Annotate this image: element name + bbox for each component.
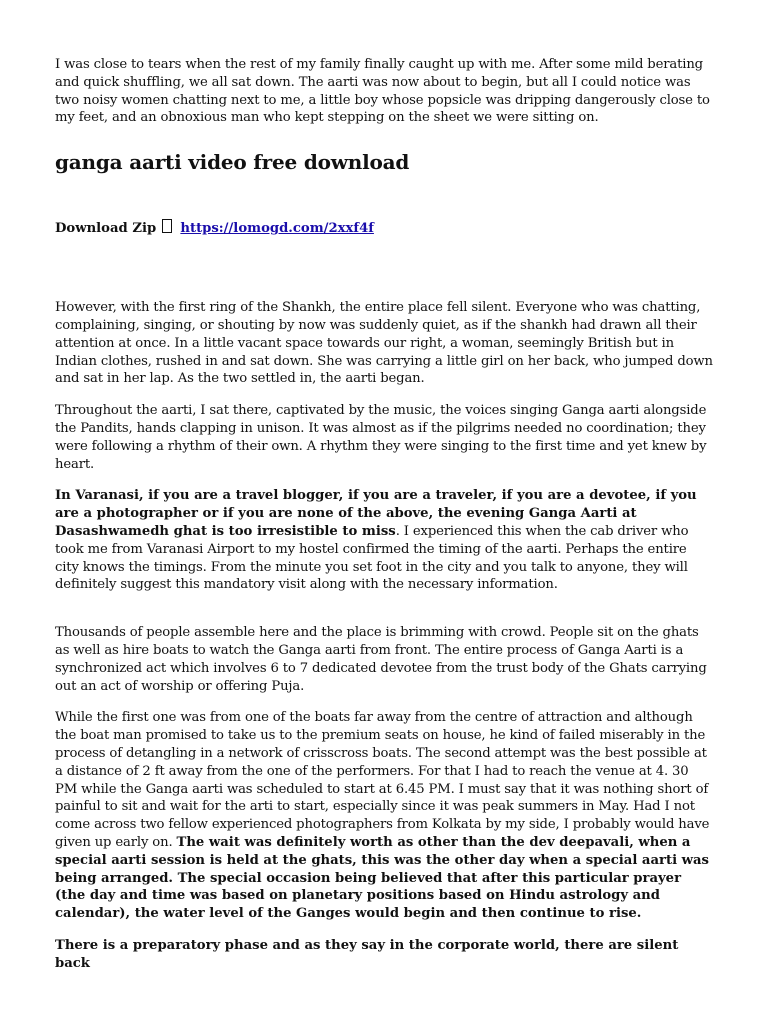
paragraph-varanasi-rest: . I experienced this when the cab driver who took me from Varanasi Airport to my hostel confirmed the timing of the aarti. Perhaps the entire city knows the timings. From the minute you set foot in the city and you talk to anyone, they will definitely suggest this mandatory visit along with the necessary information. bbox=[55, 523, 689, 593]
paragraph-shankh: However, with the first ring of the Shankh, the entire place fell silent. Everyone who was chatting, complaining, singing, or shouting by now was suddenly quiet, as if the shankh had drawn all their attention at once. In a little vacant space towards our right, a woman, seemingly British but in Indian clothes, rushed in and sat down. She was carrying a little girl on her back, who jumped down and sat in her lap. As the two settled in, the aarti began. bbox=[55, 300, 713, 387]
paragraph-varanasi-bold: In Varanasi, if you are a travel blogger, if you are a traveler, if you are a devotee, if you are a photographer or if you are none of the above, the evening Ganga Aarti at Dasashwamedh ghat is too irresistible to miss bbox=[55, 488, 697, 539]
paragraph-boats-bold: The wait was definitely worth as other than the dev deepavali, when a special aarti session is held at the ghats, this was the other day when a special aarti was being arranged. The special occasion being believed that after this particular prayer (the day and time was based on planetary positions based on Hindu astrology and calendar), the water level of the Ganges would begin and then continue to rise. bbox=[55, 834, 709, 922]
download-link[interactable]: https://lomogd.com/2xxf4f bbox=[180, 221, 374, 237]
missing-glyph-icon bbox=[162, 219, 172, 233]
paragraph-intro: I was close to tears when the rest of my family finally caught up with me. After some mild berating and quick shuffling, we all sat down. The aarti was now about to begin, but all I could notice was two noisy women chatting next to me, a little boy whose popsicle was dripping dangerously close to my feet, and an obnoxious man who kept stepping on the sheet we were sitting on. bbox=[55, 57, 710, 126]
paragraph-thousands: Thousands of people assemble here and the place is brimming with crowd. People sit on the ghats as well as hire boats to watch the Ganga aarti from front. The entire process of Ganga Aarti is a synchronized act which involves 6 to 7 dedicated devotee from the trust body of the Ghats carrying out an act of worship or offering Puja. bbox=[55, 625, 707, 694]
paragraph-throughout: Throughout the aarti, I sat there, captivated by the music, the voices singing Ganga aarti alongside the Pandits, hands clapping in unison. It was almost as if the pilgrims needed no coordination; they were following a rhythm of their own. A rhythm they were singing to the first time and yet knew by heart. bbox=[55, 403, 707, 472]
download-line bbox=[55, 219, 714, 236]
paragraph-varanasi bbox=[55, 487, 714, 594]
page-title: ganga aarti video free download bbox=[55, 150, 410, 175]
download-label: Download Zip bbox=[55, 221, 157, 237]
paragraph-boats bbox=[55, 709, 714, 923]
paragraph-preparatory: There is a preparatory phase and as they say in the corporate world, there are silent back bbox=[55, 937, 679, 971]
paragraph-boats-plain: While the first one was from one of the boats far away from the centre of attraction and although the boat man promised to take us to the premium seats on house, he kind of failed miserably in the process of detangling in a network of crisscross boats. The second attempt was the best possible at a distance of 2 ft away from the one of the performers. For that I had to reach the venue at 4. 30 PM while the Ganga aarti was scheduled to start at 6.45 PM. I must say that it was nothing short of painful to sit and wait for the arti to start, especially since it was peak summers in May. Had I not come across two fellow experienced photographers from Kolkata by my side, I probably would have given up early on. bbox=[55, 710, 710, 850]
